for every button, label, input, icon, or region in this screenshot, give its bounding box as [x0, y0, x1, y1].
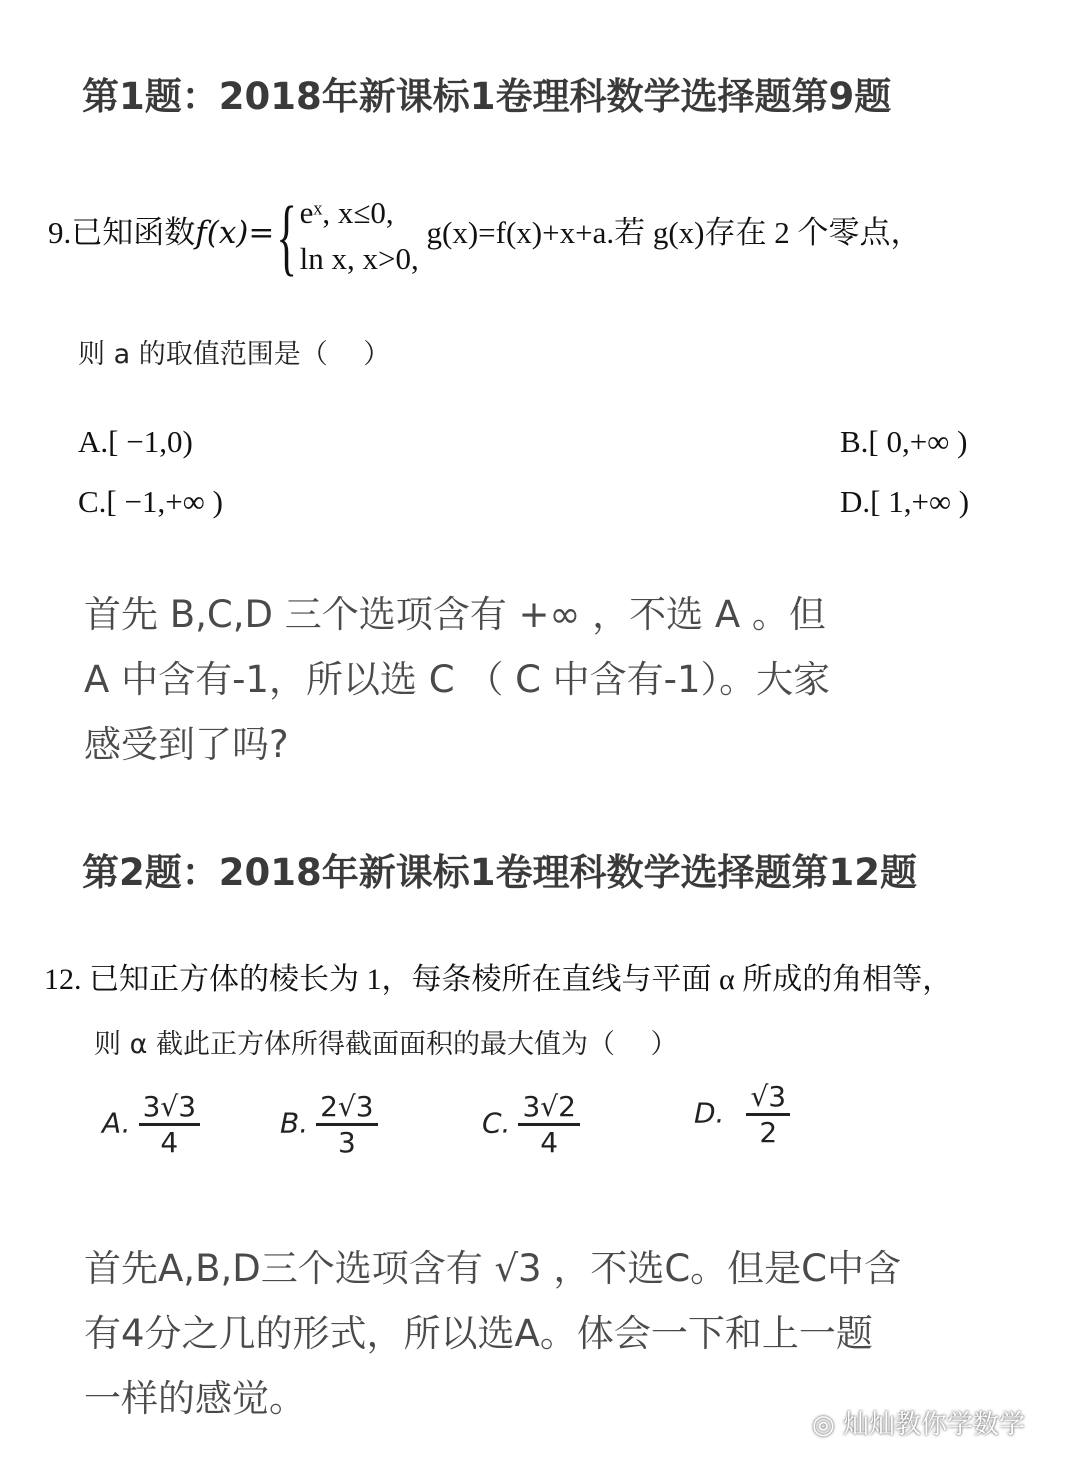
numerator: √3 [746, 1080, 790, 1116]
option-12-c [482, 1090, 580, 1159]
watermark [812, 1404, 1025, 1441]
case-2: ln x, x>0, [299, 241, 419, 276]
option-12-d [694, 1080, 790, 1149]
option-c: C.[ −1,+∞ ) [78, 484, 223, 519]
option-12-a [102, 1090, 200, 1159]
question-1-explanation [84, 582, 830, 777]
option-label: D. [694, 1096, 725, 1130]
numerator: 2√3 [316, 1090, 377, 1126]
left-brace: { [276, 188, 298, 284]
option-label: B. [280, 1106, 309, 1140]
denominator: 4 [160, 1126, 179, 1159]
numerator: 3√2 [518, 1090, 579, 1126]
question-1-heading: 第1题：2018年新课标1卷理科数学选择题第9题 [82, 75, 892, 118]
question-2-heading: 第2题：2018年新课标1卷理科数学选择题第12题 [82, 851, 917, 894]
question-9-stem [48, 190, 922, 282]
option-a: A.[ −1,0) [78, 424, 193, 459]
explanation-line: 感受到了吗? [84, 723, 289, 766]
case-1: eˣ, x≤0, [299, 195, 394, 230]
numerator: 3√3 [139, 1090, 200, 1126]
option-label: A. [102, 1106, 131, 1140]
stem-suffix: g(x)=f(x)+x+a.若 g(x)存在 2 个零点， [426, 215, 922, 251]
option-12-b [280, 1090, 378, 1159]
denominator: 4 [540, 1126, 559, 1159]
explanation-line: 有4分之几的形式，所以选A。体会一下和上一题 [84, 1312, 873, 1355]
option-d: D.[ 1,+∞ ) [840, 484, 970, 519]
denominator: 2 [759, 1116, 778, 1149]
explanation-line: 一样的感觉。 [84, 1377, 306, 1420]
stem-prefix: 9.已知函数 [48, 215, 196, 251]
wechat-icon: ◎ [812, 1410, 835, 1440]
denominator: 3 [337, 1126, 356, 1159]
explanation-line: A 中含有-1，所以选 C （ C 中含有-1）。大家 [84, 658, 831, 701]
function-f: f(x)= [195, 215, 275, 252]
option-b: B.[ 0,+∞ ) [840, 424, 968, 459]
option-label: C. [482, 1106, 511, 1140]
question-12-line1: 12. 已知正方体的棱长为 1，每条棱所在直线与平面 α 所成的角相等， [44, 963, 953, 996]
question-9-line2: 则 a 的取值范围是（ ） [78, 339, 391, 370]
piecewise-cases [300, 190, 419, 282]
explanation-line: 首先A,B,D三个选项含有 √3 ，不选C。但是C中含 [84, 1247, 902, 1290]
question-2-explanation [84, 1236, 901, 1431]
question-12-line2: 则 α 截此正方体所得截面面积的最大值为（ ） [94, 1029, 678, 1060]
explanation-line: 首先 B,C,D 三个选项含有 +∞ ，不选 A 。但 [84, 593, 826, 636]
watermark-text: 灿灿教你学数学 [842, 1410, 1025, 1440]
